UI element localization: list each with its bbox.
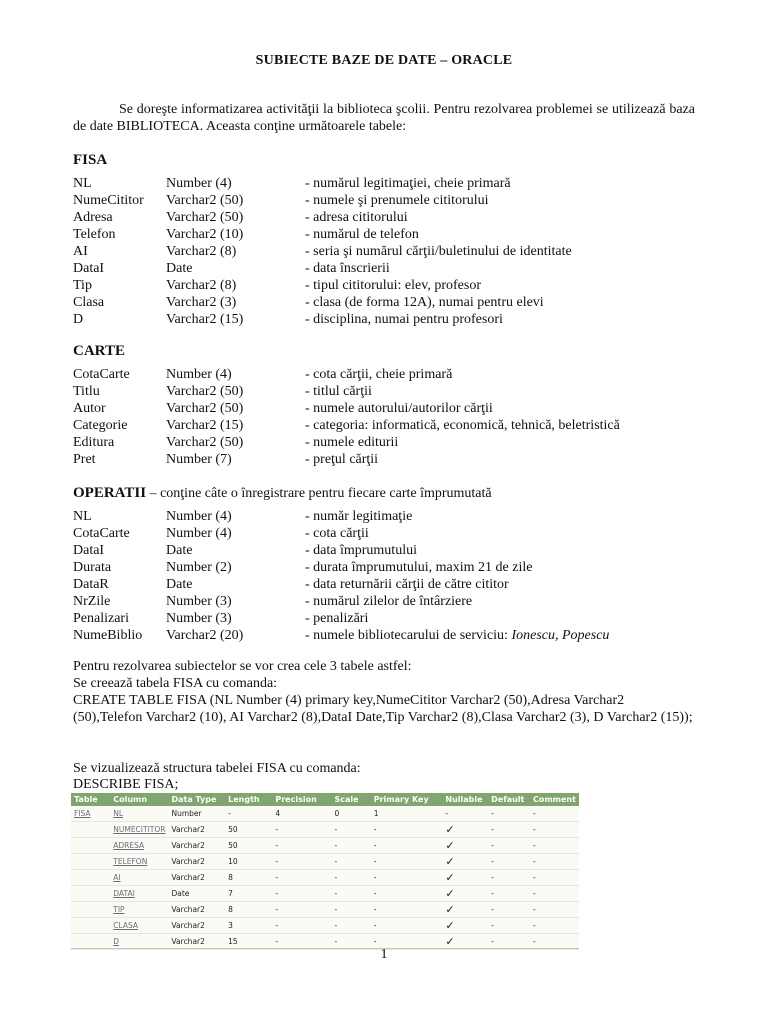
column-type: Varchar2 (50) xyxy=(166,384,244,399)
column-name: Penalizari xyxy=(73,611,129,626)
operatii-subtitle: – conţine câte o înregistrare pentru fiecare carte împrumutată xyxy=(149,486,492,501)
table-row xyxy=(71,870,579,886)
table-cell-precision: - xyxy=(272,902,331,918)
carte-column-row xyxy=(0,367,768,384)
table-row xyxy=(71,838,579,854)
description-text: - durata împrumutului, maxim 21 de zile xyxy=(305,560,533,575)
table-cell-table[interactable]: FISA xyxy=(71,806,110,822)
description-text: - clasa (de forma 12A), numai pentru elevi xyxy=(305,295,544,310)
table-cell-table xyxy=(71,918,110,934)
table-cell-comment: - xyxy=(530,806,579,822)
table-cell-scale: - xyxy=(331,902,370,918)
description-text: - numele bibliotecarului de serviciu: xyxy=(305,628,512,643)
table-cell-scale: 0 xyxy=(331,806,370,822)
fisa-column-row xyxy=(0,227,768,244)
column-description xyxy=(305,193,489,209)
table-cell-length: 50 xyxy=(225,822,272,838)
table-cell-type: Varchar2 xyxy=(169,822,226,838)
create-label: Se creează tabela FISA cu comanda: xyxy=(73,676,278,691)
description-text: - titlul cărţii xyxy=(305,384,372,399)
column-type: Number (3) xyxy=(166,594,232,609)
table-cell-nullable: ✓ xyxy=(442,902,488,918)
column-description xyxy=(305,401,493,417)
table-cell-scale: - xyxy=(331,838,370,854)
table-row xyxy=(71,918,579,934)
table-cell-length: 10 xyxy=(225,854,272,870)
column-name: DataI xyxy=(73,261,105,276)
column-name: Titlu xyxy=(73,384,100,399)
table-cell-pk: - xyxy=(371,838,443,854)
column-type: Varchar2 (50) xyxy=(166,401,244,416)
table-cell-default: - xyxy=(488,870,530,886)
table-cell-comment: - xyxy=(530,902,579,918)
column-type: Number (7) xyxy=(166,452,232,467)
table-cell-column[interactable]: CLASA xyxy=(110,918,168,934)
column-type: Number (4) xyxy=(166,176,232,191)
table-cell-pk: - xyxy=(371,934,443,950)
table-header-cell: Comment xyxy=(532,795,576,804)
column-name: Durata xyxy=(73,560,112,575)
table-cell-default: - xyxy=(488,854,530,870)
column-type: Date xyxy=(166,577,193,592)
column-description xyxy=(305,312,503,328)
describe-result-table xyxy=(71,793,579,950)
table-header-cell: Data Type xyxy=(171,795,217,804)
description-text: - adresa cititorului xyxy=(305,210,408,225)
intro-text: Se doreşte informatizarea activităţii la biblioteca şcolii. Pentru rezolvarea problemei se utilizează baza de date BIBLIOTECA. Aceasta conţine următoarele tabele: xyxy=(73,102,695,134)
table-cell-table xyxy=(71,886,110,902)
column-type: Number (3) xyxy=(166,611,232,626)
operatii-column-row xyxy=(0,526,768,543)
column-type: Varchar2 (8) xyxy=(166,278,237,293)
operatii-column-row xyxy=(0,628,768,645)
table-cell-comment: - xyxy=(530,918,579,934)
table-cell-precision: - xyxy=(272,870,331,886)
table-cell-pk: - xyxy=(371,918,443,934)
table-cell-length: 7 xyxy=(225,886,272,902)
table-cell-pk: - xyxy=(371,902,443,918)
fisa-column-row xyxy=(0,312,768,329)
describe-command: DESCRIBE FISA; xyxy=(73,777,179,792)
column-description xyxy=(305,261,390,277)
column-type: Varchar2 (50) xyxy=(166,210,244,225)
table-cell-precision: 4 xyxy=(272,806,331,822)
column-type: Varchar2 (50) xyxy=(166,435,244,450)
column-name: D xyxy=(73,312,84,327)
intro-paragraph xyxy=(73,101,695,135)
table-cell-type: Varchar2 xyxy=(169,838,226,854)
table-cell-pk: - xyxy=(371,854,443,870)
table-cell-precision: - xyxy=(272,934,331,950)
table-cell-nullable: ✓ xyxy=(442,822,488,838)
description-text: - seria şi numărul cărţii/buletinului de identitate xyxy=(305,244,572,259)
column-description xyxy=(305,594,472,610)
table-cell-comment: - xyxy=(530,854,579,870)
table-cell-type: Varchar2 xyxy=(169,902,226,918)
table-cell-length: 8 xyxy=(225,902,272,918)
document-title: SUBIECTE BAZE DE DATE – ORACLE xyxy=(255,53,513,68)
column-name: DataR xyxy=(73,577,109,592)
operatii-column-row xyxy=(0,509,768,526)
description-italic: Ionescu, Popescu xyxy=(511,628,610,643)
section-title-operatii: OPERATII xyxy=(73,485,147,501)
table-row xyxy=(71,822,579,838)
table-row xyxy=(71,886,579,902)
column-description xyxy=(305,509,412,525)
table-cell-table xyxy=(71,838,110,854)
table-cell-pk: 1 xyxy=(371,806,443,822)
column-name: NumeBiblio xyxy=(73,628,143,643)
table-cell-comment: - xyxy=(530,870,579,886)
table-row xyxy=(71,806,579,822)
description-text: - numărul legitimaţiei, cheie primară xyxy=(305,176,511,191)
table-cell-scale: - xyxy=(331,886,370,902)
description-text: - data returnării cărţii de către cititor xyxy=(305,577,509,592)
table-cell-column[interactable]: TELEFON xyxy=(110,854,168,870)
column-description xyxy=(305,278,481,294)
operatii-column-row xyxy=(0,577,768,594)
table-cell-table xyxy=(71,870,110,886)
table-header-cell: Default xyxy=(491,795,525,804)
carte-column-row xyxy=(0,452,768,469)
column-description xyxy=(305,384,372,400)
column-name: CotaCarte xyxy=(73,367,130,382)
table-cell-length: 3 xyxy=(225,918,272,934)
table-header-cell: Primary Key xyxy=(373,795,429,804)
fisa-column-row xyxy=(0,244,768,261)
table-cell-default: - xyxy=(488,918,530,934)
column-type: Varchar2 (3) xyxy=(166,295,237,310)
table-cell-column[interactable]: NL xyxy=(110,806,168,822)
table-cell-scale: - xyxy=(331,870,370,886)
column-name: NL xyxy=(73,176,92,191)
column-description xyxy=(305,543,417,559)
column-name: Adresa xyxy=(73,210,113,225)
table-cell-length: 50 xyxy=(225,838,272,854)
description-text: - disciplina, numai pentru profesori xyxy=(305,312,503,327)
table-cell-pk: - xyxy=(371,870,443,886)
table-cell-comment: - xyxy=(530,886,579,902)
table-header-cell: Length xyxy=(228,795,260,804)
column-name: Clasa xyxy=(73,295,105,310)
column-description xyxy=(305,176,511,192)
column-description xyxy=(305,560,532,576)
table-cell-length: - xyxy=(225,806,272,822)
description-text: - data înscrierii xyxy=(305,261,390,276)
operatii-column-row xyxy=(0,611,768,628)
table-cell-precision: - xyxy=(272,854,331,870)
description-text: - numărul de telefon xyxy=(305,227,419,242)
table-cell-comment: - xyxy=(530,934,579,950)
description-text: - categoria: informatică, economică, tehnică, beletristică xyxy=(305,418,620,433)
table-header-cell: Nullable xyxy=(445,795,483,804)
description-text: - numărul zilelor de întârziere xyxy=(305,594,473,609)
column-type: Date xyxy=(166,543,193,558)
operatii-column-row xyxy=(0,594,768,611)
describe-label: Se vizualizează structura tabelei FISA cu comanda: xyxy=(73,761,361,776)
table-cell-column[interactable]: DATAI xyxy=(110,886,168,902)
table-cell-scale: - xyxy=(331,934,370,950)
table-cell-table xyxy=(71,822,110,838)
column-description xyxy=(305,452,378,468)
column-description xyxy=(305,227,419,243)
column-description xyxy=(305,577,509,593)
table-cell-length: 8 xyxy=(225,870,272,886)
table-cell-nullable: - xyxy=(442,806,488,822)
operatii-column-row xyxy=(0,543,768,560)
section-title-operatii-line xyxy=(73,485,492,502)
table-cell-type: Varchar2 xyxy=(169,934,226,950)
create-intro: Pentru rezolvarea subiectelor se vor crea cele 3 tabele astfel: xyxy=(73,659,412,674)
column-type: Varchar2 (15) xyxy=(166,312,244,327)
table-cell-precision: - xyxy=(272,822,331,838)
page-number: 1 xyxy=(380,947,388,962)
description-text: - penalizări xyxy=(305,611,369,626)
column-description xyxy=(305,435,398,451)
column-type: Date xyxy=(166,261,193,276)
column-name: CotaCarte xyxy=(73,526,130,541)
table-cell-default: - xyxy=(488,838,530,854)
column-type: Varchar2 (50) xyxy=(166,193,244,208)
column-type: Number (4) xyxy=(166,526,232,541)
column-name: Editura xyxy=(73,435,115,450)
table-cell-column[interactable]: TIP xyxy=(110,902,168,918)
carte-column-row xyxy=(0,401,768,418)
column-name: Tip xyxy=(73,278,92,293)
table-cell-scale: - xyxy=(331,918,370,934)
table-cell-default: - xyxy=(488,934,530,950)
table-cell-pk: - xyxy=(371,822,443,838)
fisa-column-row xyxy=(0,210,768,227)
table-cell-comment: - xyxy=(530,838,579,854)
fisa-column-row xyxy=(0,295,768,312)
table-cell-default: - xyxy=(488,806,530,822)
column-name: AI xyxy=(73,244,88,259)
column-type: Varchar2 (20) xyxy=(166,628,244,643)
table-cell-column[interactable]: AI xyxy=(110,870,168,886)
table-header-cell: Precision xyxy=(275,795,317,804)
table-cell-precision: - xyxy=(272,838,331,854)
table-cell-nullable: ✓ xyxy=(442,854,488,870)
table-cell-type: Date xyxy=(169,886,226,902)
carte-column-row xyxy=(0,418,768,435)
table-cell-column[interactable]: D xyxy=(110,934,168,950)
table-header-row xyxy=(71,793,579,806)
column-type: Varchar2 (15) xyxy=(166,418,244,433)
table-cell-type: Varchar2 xyxy=(169,870,226,886)
column-description xyxy=(305,295,544,311)
column-name: NrZile xyxy=(73,594,111,609)
table-cell-default: - xyxy=(488,886,530,902)
column-name: Pret xyxy=(73,452,96,467)
table-cell-precision: - xyxy=(272,918,331,934)
column-description xyxy=(305,611,368,627)
table-cell-length: 15 xyxy=(225,934,272,950)
column-name: NL xyxy=(73,509,92,524)
description-text: - numele editurii xyxy=(305,435,399,450)
column-type: Number (4) xyxy=(166,509,232,524)
fisa-column-row xyxy=(0,261,768,278)
fisa-column-row xyxy=(0,193,768,210)
column-name: Categorie xyxy=(73,418,128,433)
column-type: Varchar2 (8) xyxy=(166,244,237,259)
table-cell-column[interactable]: NUMECITITOR xyxy=(110,822,168,838)
table-cell-table xyxy=(71,854,110,870)
column-description xyxy=(305,244,572,260)
description-text: - cota cărţii, cheie primară xyxy=(305,367,453,382)
description-text: - numele şi prenumele cititorului xyxy=(305,193,489,208)
table-row xyxy=(71,902,579,918)
fisa-column-row xyxy=(0,278,768,295)
carte-column-row xyxy=(0,384,768,401)
table-cell-scale: - xyxy=(331,822,370,838)
description-text: - număr legitimaţie xyxy=(305,509,413,524)
table-cell-default: - xyxy=(488,902,530,918)
column-name: NumeCititor xyxy=(73,193,144,208)
table-cell-nullable: ✓ xyxy=(442,870,488,886)
table-cell-pk: - xyxy=(371,886,443,902)
table-row xyxy=(71,854,579,870)
column-name: Autor xyxy=(73,401,106,416)
table-cell-default: - xyxy=(488,822,530,838)
table-cell-scale: - xyxy=(331,854,370,870)
description-text: - numele autorului/autorilor cărţii xyxy=(305,401,493,416)
column-description xyxy=(305,418,620,434)
table-cell-type: Varchar2 xyxy=(169,918,226,934)
table-cell-table xyxy=(71,902,110,918)
operatii-column-row xyxy=(0,560,768,577)
table-cell-nullable: ✓ xyxy=(442,918,488,934)
description-text: - preţul cărţii xyxy=(305,452,379,467)
carte-column-row xyxy=(0,435,768,452)
description-text: - data împrumutului xyxy=(305,543,417,558)
table-cell-nullable: ✓ xyxy=(442,886,488,902)
table-cell-nullable: ✓ xyxy=(442,934,488,950)
column-type: Number (4) xyxy=(166,367,232,382)
table-cell-precision: - xyxy=(272,886,331,902)
table-cell-column[interactable]: ADRESA xyxy=(110,838,168,854)
description-text: - cota cărţii xyxy=(305,526,369,541)
column-description xyxy=(305,210,408,226)
section-title-fisa: FISA xyxy=(73,152,108,168)
table-cell-comment: - xyxy=(530,822,579,838)
table-header-cell: Scale xyxy=(334,795,359,804)
table-header-cell: Table xyxy=(74,795,98,804)
section-title-carte: CARTE xyxy=(73,343,125,359)
table-cell-type: Number xyxy=(169,806,226,822)
column-description xyxy=(305,628,609,644)
table-cell-type: Varchar2 xyxy=(169,854,226,870)
column-description xyxy=(305,367,452,383)
create-command: CREATE TABLE FISA (NL Number (4) primary key,NumeCititor Varchar2 (50),Adresa Varchar2 (50),Telefon Varchar2 (10), AI Varchar2 (8),DataI Date,Tip Varchar2 (8),Clasa Varchar2 (3), D Varchar2 (15)); xyxy=(73,693,693,725)
column-type: Varchar2 (10) xyxy=(166,227,244,242)
table-cell-nullable: ✓ xyxy=(442,838,488,854)
column-name: DataI xyxy=(73,543,105,558)
column-description xyxy=(305,526,369,542)
table-header-cell: Column xyxy=(113,795,148,804)
description-text: - tipul cititorului: elev, profesor xyxy=(305,278,481,293)
column-type: Number (2) xyxy=(166,560,232,575)
fisa-column-row xyxy=(0,176,768,193)
column-name: Telefon xyxy=(73,227,116,242)
